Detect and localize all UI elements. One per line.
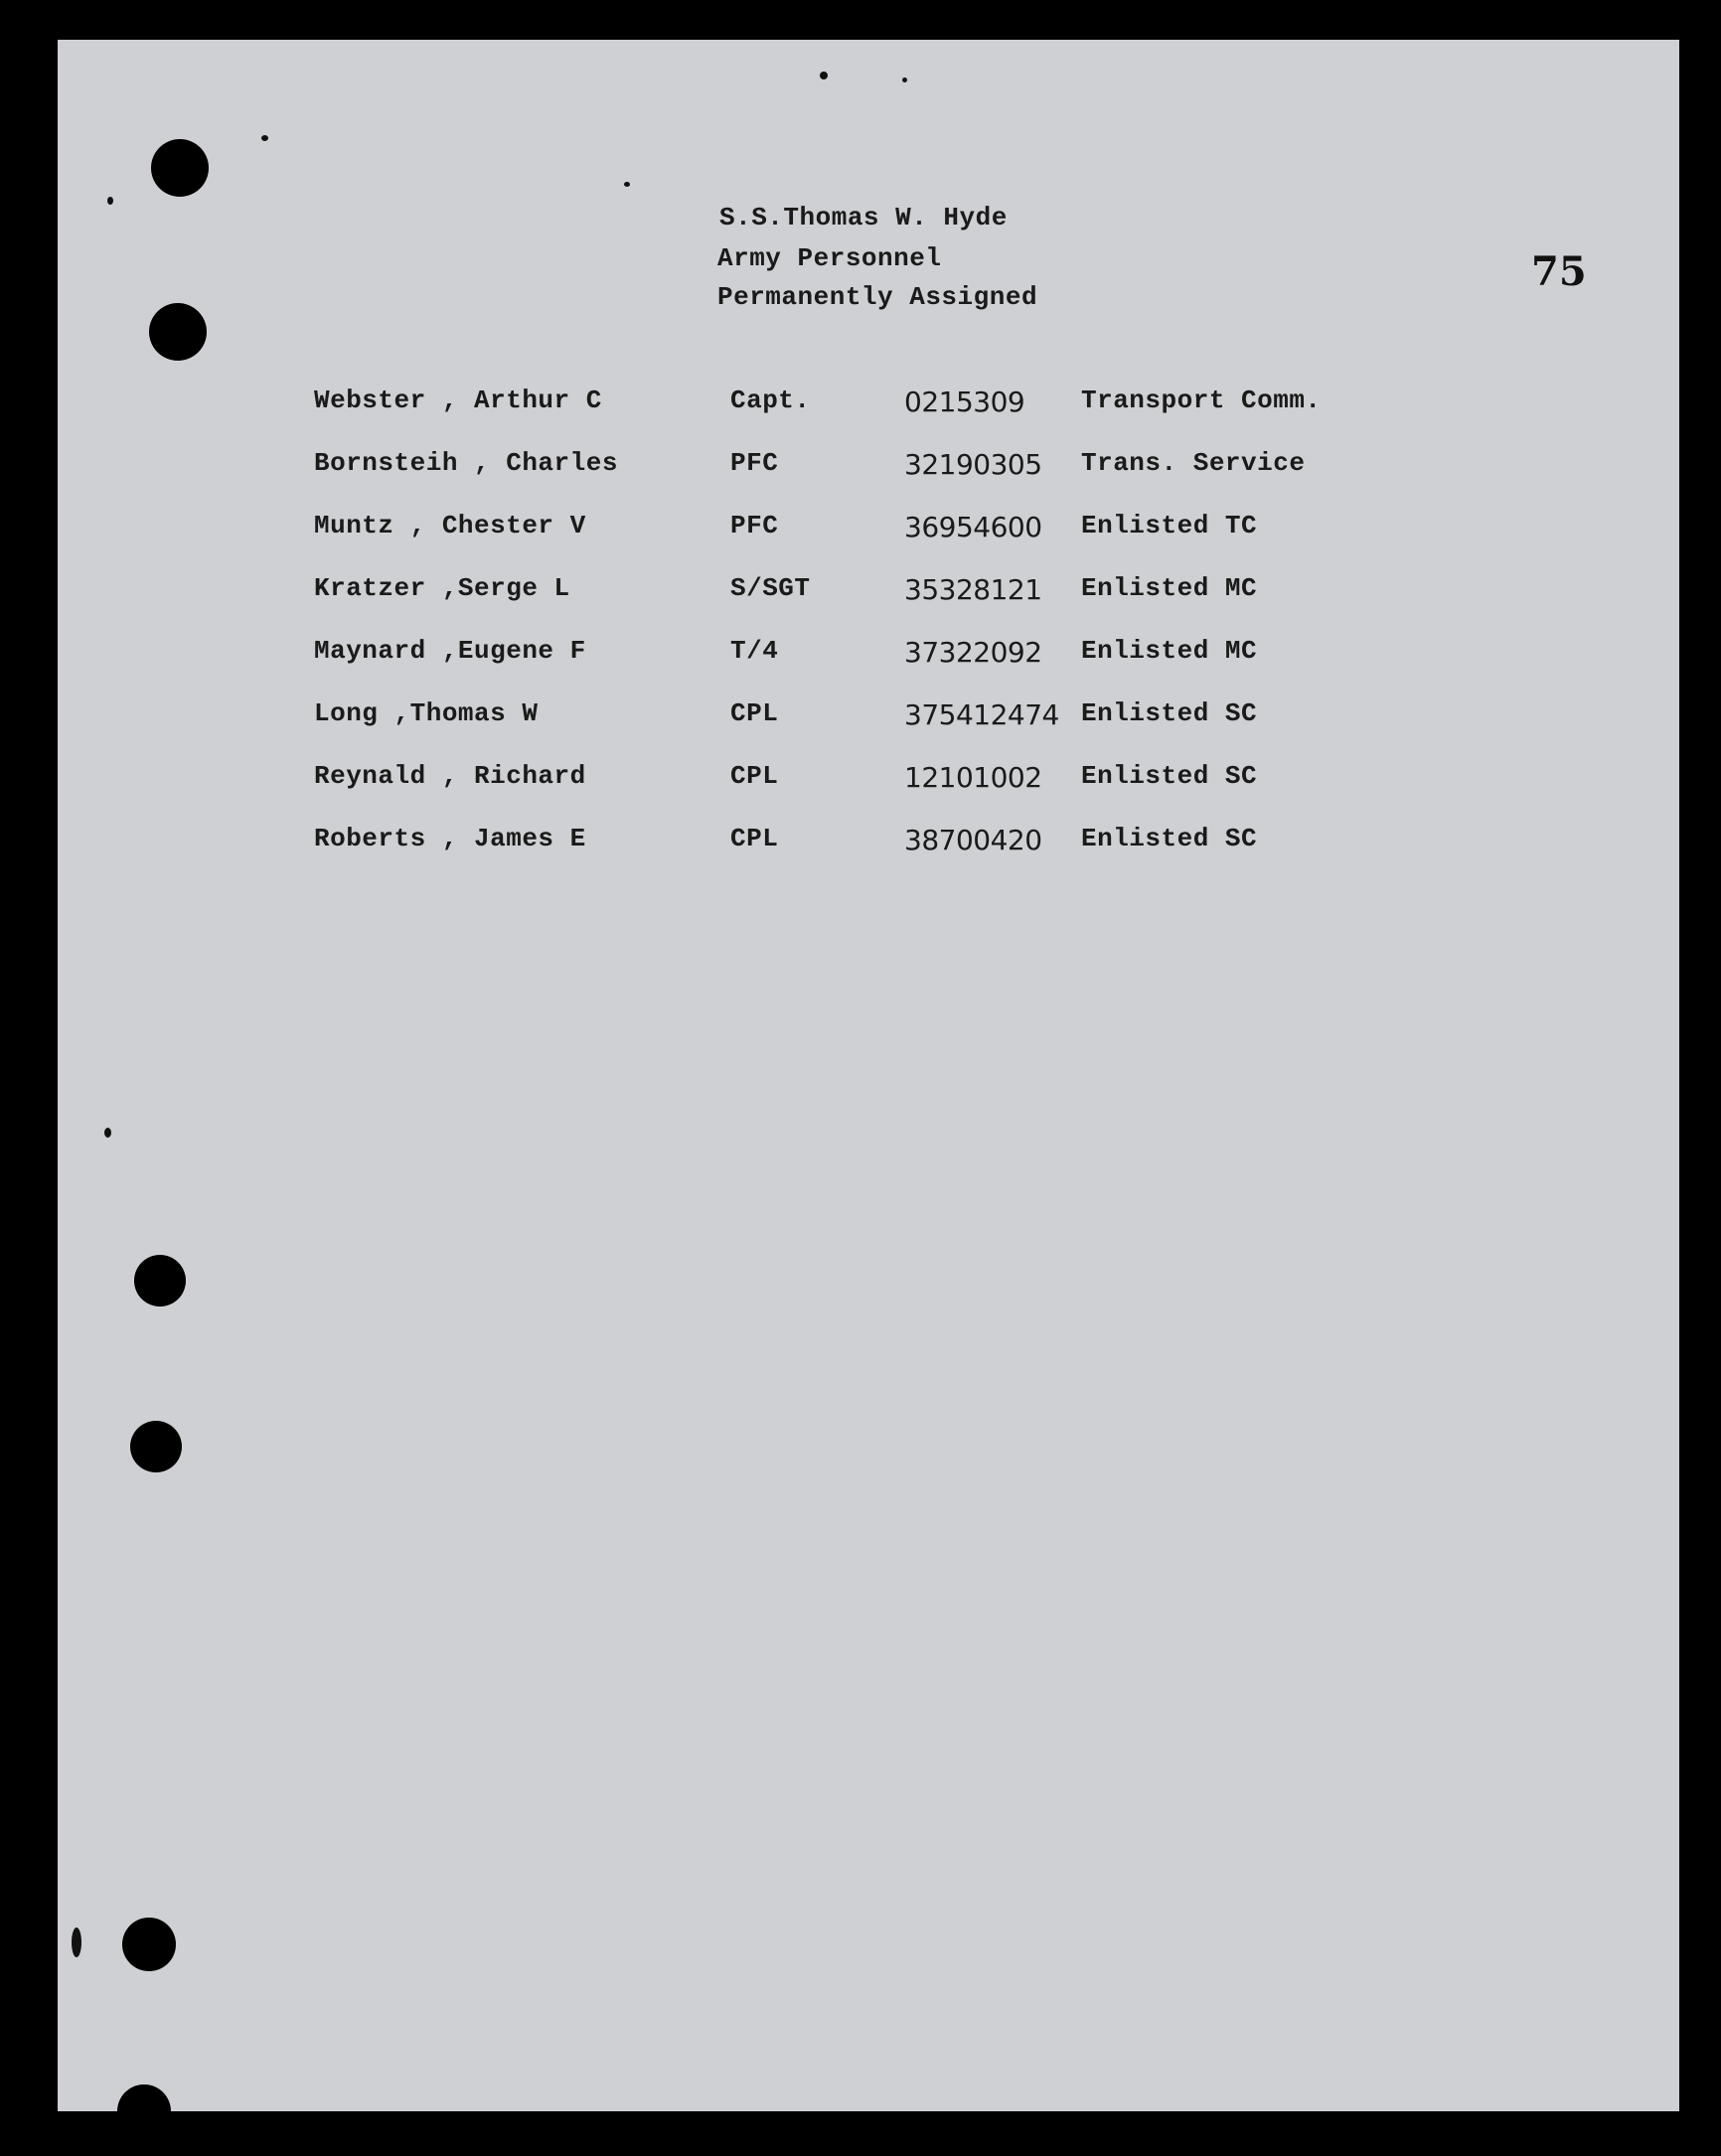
ink-speck <box>261 135 268 141</box>
table-row <box>0 385 1721 425</box>
personnel-serial: 0215309 <box>904 385 1025 418</box>
personnel-name: Roberts , James E <box>314 824 586 853</box>
personnel-serial: 35328121 <box>904 573 1042 606</box>
personnel-rank: CPL <box>730 761 779 791</box>
personnel-name: Webster , Arthur C <box>314 385 602 415</box>
personnel-unit: Enlisted MC <box>1081 636 1258 666</box>
ink-speck <box>72 1927 81 1957</box>
personnel-unit: Trans. Service <box>1081 448 1306 478</box>
personnel-rank: T/4 <box>730 636 779 666</box>
document-page <box>58 40 1679 2111</box>
page-number: 75 <box>1531 248 1587 295</box>
personnel-serial: 32190305 <box>904 448 1042 481</box>
table-row <box>0 448 1721 488</box>
personnel-serial: 38700420 <box>904 824 1042 856</box>
personnel-unit: Enlisted SC <box>1081 761 1258 791</box>
personnel-serial: 36954600 <box>904 511 1042 543</box>
personnel-name: Reynald , Richard <box>314 761 586 791</box>
personnel-unit: Enlisted TC <box>1081 511 1258 540</box>
table-row <box>0 824 1721 863</box>
personnel-rank: CPL <box>730 824 779 853</box>
table-row <box>0 698 1721 738</box>
ink-speck <box>104 1128 111 1138</box>
personnel-name: Maynard ,Eugene F <box>314 636 586 666</box>
header-subtitle-2: Permanently Assigned <box>717 282 1038 312</box>
personnel-unit: Transport Comm. <box>1081 385 1322 415</box>
ink-speck <box>624 182 630 187</box>
punch-hole <box>149 303 207 361</box>
personnel-rank: Capt. <box>730 385 811 415</box>
table-row <box>0 511 1721 550</box>
personnel-serial: 37322092 <box>904 636 1042 669</box>
personnel-unit: Enlisted SC <box>1081 824 1258 853</box>
personnel-name: Bornsteih , Charles <box>314 448 618 478</box>
table-row <box>0 573 1721 613</box>
personnel-serial: 12101002 <box>904 761 1042 794</box>
personnel-rank: S/SGT <box>730 573 811 603</box>
punch-hole <box>130 1421 182 1472</box>
punch-hole <box>117 2084 171 2138</box>
table-row <box>0 761 1721 801</box>
personnel-rank: CPL <box>730 698 779 728</box>
personnel-rank: PFC <box>730 448 779 478</box>
personnel-name: Long ,Thomas W <box>314 698 539 728</box>
punch-hole <box>122 1918 176 1971</box>
header-subtitle: Army Personnel <box>717 243 942 273</box>
personnel-unit: Enlisted MC <box>1081 573 1258 603</box>
punch-hole <box>151 139 209 197</box>
ship-title: S.S.Thomas W. Hyde <box>719 203 1008 232</box>
table-row <box>0 636 1721 676</box>
personnel-name: Muntz , Chester V <box>314 511 586 540</box>
personnel-serial: 375412474 <box>904 698 1059 731</box>
personnel-unit: Enlisted SC <box>1081 698 1258 728</box>
ink-speck <box>820 72 828 79</box>
ink-speck <box>902 77 907 82</box>
personnel-name: Kratzer ,Serge L <box>314 573 570 603</box>
personnel-rank: PFC <box>730 511 779 540</box>
punch-hole <box>134 1255 186 1307</box>
ink-speck <box>107 197 113 205</box>
